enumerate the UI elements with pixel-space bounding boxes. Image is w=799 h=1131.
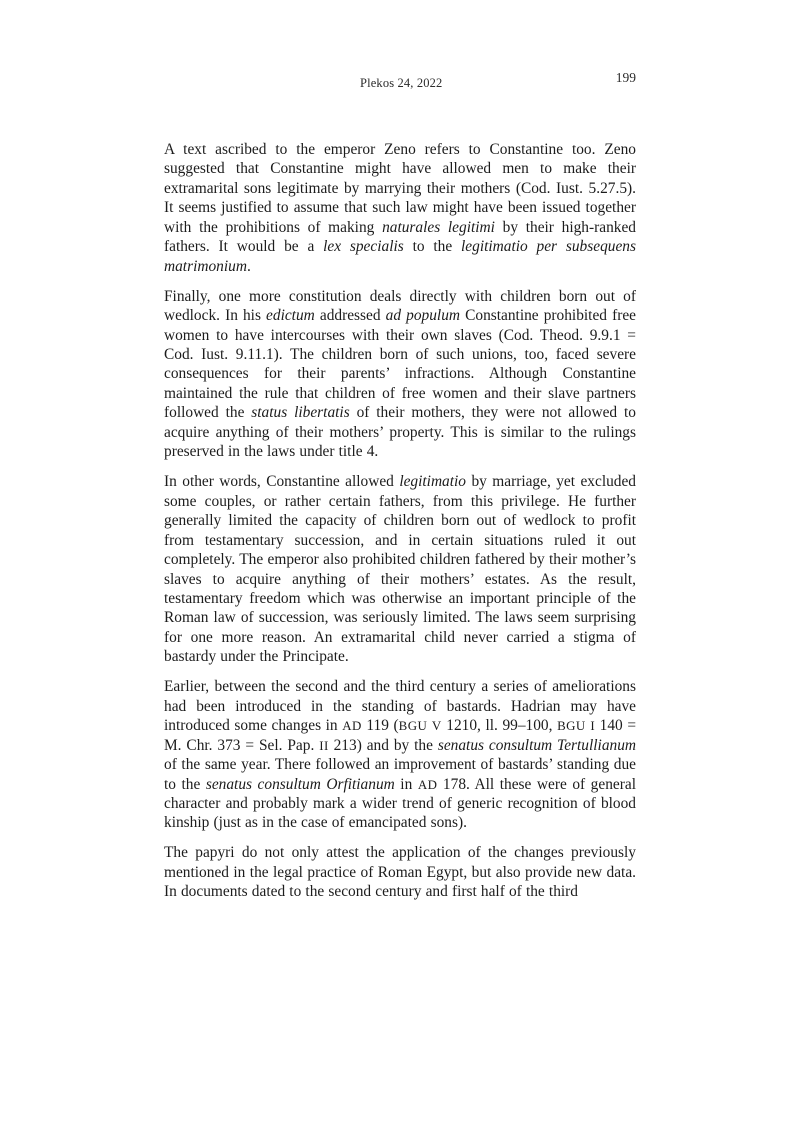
text-run: The papyri do not only attest the application of the changes previously mentioned in the legal practice of Roman Egypt, but also provide new data. In documents dated to the second century and first half of the third [164,844,636,901]
text-run: Constantine prohibited free women to have intercourses with their own slaves (Cod. Theod. 9.9.1 = Cod. Iust. 9.11.1). The children born of such unions, too, faced severe consequences for their parents’ infractions. Although Constantine maintained the rule that children of free women and their slave partners followed the [164,307,636,422]
text-run: 1210, ll. 99–100, [441,717,558,735]
italic-term: lex specialis [323,238,404,256]
italic-term: legitimatio [399,473,467,491]
text-run: by marriage, yet excluded some couples, or rather certain fathers, from this privilege. He further generally limited the capacity of children born out of wedlock to profit from testamentary succession, and in certain situations ruled it out completely. The emperor also prohibited children fathered by their mother’s slaves to acquire anything of their mothers’ estates. As the result, testamentary freedom which was otherwise an important principle of the Roman law of succession, was seriously limited. The laws seem surprising for one more reason. An extramarital child never carried a stigma of bastardy under the Principate. [164,473,637,666]
text-run: Earlier, between the second and the third century a series of ameliorations had been introduced in the standing of bastards. Hadrian may have introduced some changes in [164,678,636,735]
small-caps-term: BGU [398,718,428,734]
paragraph [164,140,636,276]
text-run: 119 ( [361,717,399,735]
italic-term: legitimatio per subsequens matrimonium [164,238,636,275]
text-run: Finally, one more constitution deals directly with children born out of wedlock. In his [164,287,636,325]
paragraph [164,843,636,901]
italic-term: edictum [266,307,315,325]
small-caps-term: AD [417,776,438,792]
text-run: In other words, Constantine allowed [164,473,400,491]
text-run: by their high-ranked fathers. It would be a [164,218,636,256]
text-run: of their mothers, they were not allowed to acquire anything of their mothers’ property. This is similar to the rulings preserved in the laws under title 4. [164,404,636,461]
small-caps-term: AD [342,718,362,734]
text-run: A text ascribed to the emperor Zeno refers to Constantine too. Zeno suggested that Constantine might have allowed men to make their extramarital sons legitimate by marrying their mothers (Cod. Iust. 5.27.5). It seems justified to assume that such law might have been issued together with the prohibitions of making [164,141,636,236]
italic-term: senatus consultum Orfitianum [205,775,395,793]
italic-term: ad populum [385,307,461,325]
paragraph [164,677,636,833]
text-run: 213) and by the [328,736,438,754]
paragraph [164,287,636,462]
running-head [164,70,636,96]
text-run: to the [403,238,462,256]
italic-term: status libertatis [251,404,350,422]
text-run: in [394,775,418,793]
body-text-block [164,140,636,902]
small-caps-term: BGU [557,718,586,734]
small-caps-term: II [319,737,329,753]
running-head-title: Plekos 24, 2022 [360,76,443,90]
small-caps-term: I [590,718,596,734]
text-run: . [246,257,251,275]
text-run: addressed [314,307,386,325]
small-caps-term: V [431,718,442,734]
paragraph [164,472,636,667]
text-run: of the same year. There followed an improvement of bastards’ standing due to the [164,756,636,793]
italic-term: senatus consultum Tertullianum [437,736,637,754]
italic-term: naturales legitimi [382,218,495,236]
page-number: 199 [615,70,636,85]
text-run: 140 = M. Chr. 373 = Sel. Pap. [164,717,637,754]
text-run: 178. All these were of general character and probably mark a wider trend of generic recognition of blood kinship (just as in the case of emancipated sons). [164,775,636,832]
